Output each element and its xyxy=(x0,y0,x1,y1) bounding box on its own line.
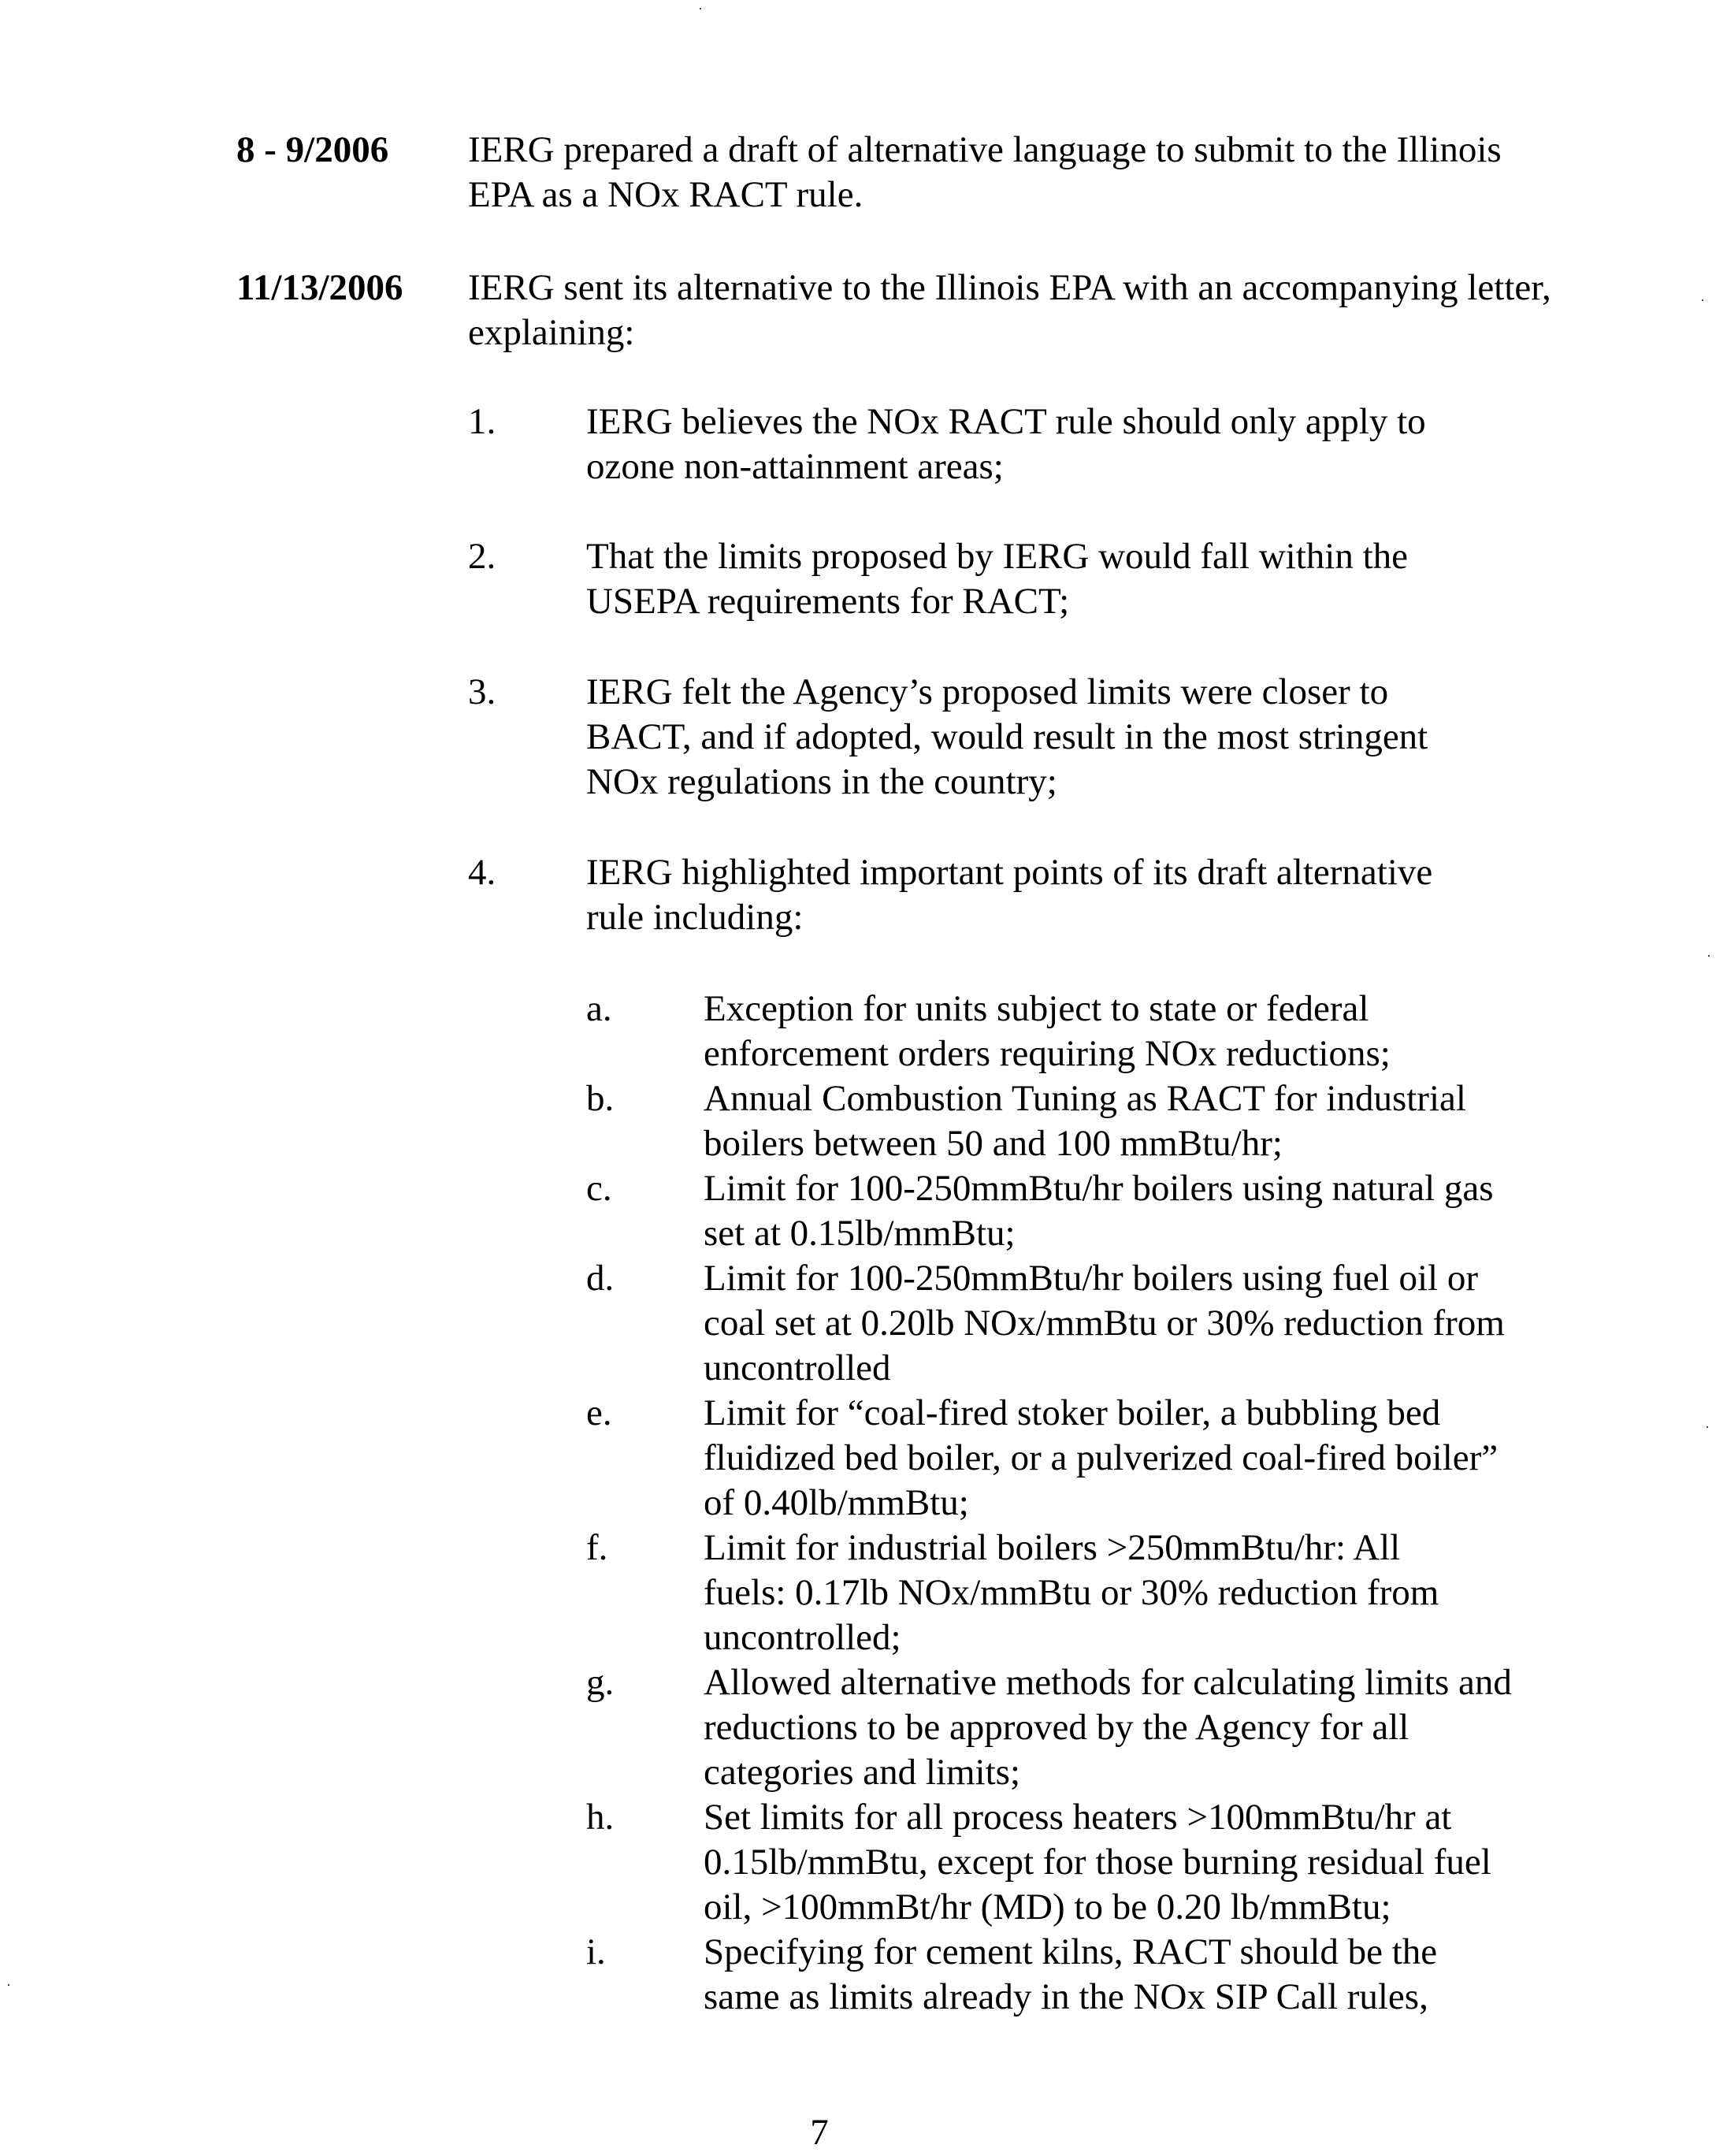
point-number: 1. xyxy=(468,401,496,442)
subpoint-text: Allowed alternative methods for calculating limits and reductions to be approved by the Agency for all categories and limits; xyxy=(704,1662,1512,1793)
subpoint-text: Limit for 100-250mmBtu/hr boilers using natural gas set at 0.15lb/mmBtu; xyxy=(704,1168,1494,1254)
subpoint-letter: e. xyxy=(586,1392,612,1433)
scan-speck xyxy=(1702,299,1703,301)
subpoint-text: Limit for 100-250mmBtu/hr boilers using fuel oil or coal set at 0.20lb NOx/mmBtu or 30% reduction from uncontrolled xyxy=(704,1258,1505,1388)
subpoint-letter: b. xyxy=(586,1078,615,1119)
subpoint-text: Limit for industrial boilers >250mmBtu/hr: All fuels: 0.17lb NOx/mmBtu or 30% reduction from uncontrolled; xyxy=(704,1527,1439,1658)
subpoint-text: Exception for units subject to state or federal enforcement orders requiring NOx reductions; xyxy=(704,988,1391,1074)
entry-text: IERG sent its alternative to the Illinois EPA with an accompanying letter, explaining: xyxy=(468,267,1551,353)
point-text: IERG believes the NOx RACT rule should only apply to ozone non-attainment areas; xyxy=(586,401,1426,487)
point-text: IERG felt the Agency’s proposed limits were closer to BACT, and if adopted, would result in the most stringent NOx regulations in the country; xyxy=(586,671,1428,802)
entry-text: IERG prepared a draft of alternative language to submit to the Illinois EPA as a NOx RACT rule. xyxy=(468,129,1502,215)
subpoint-letter: h. xyxy=(586,1797,615,1838)
entry-date: 11/13/2006 xyxy=(236,267,403,308)
point-number: 4. xyxy=(468,852,496,893)
subpoint-letter: g. xyxy=(586,1662,615,1703)
subpoint-letter: d. xyxy=(586,1258,615,1299)
subpoint-text: Limit for “coal-fired stoker boiler, a bubbling bed fluidized bed boiler, or a pulverized coal-fired boiler” of 0.40lb/mmBtu; xyxy=(704,1392,1499,1523)
subpoint-text: Annual Combustion Tuning as RACT for industrial boilers between 50 and 100 mmBtu/hr; xyxy=(704,1078,1466,1164)
point-number: 3. xyxy=(468,671,496,712)
entry-date: 8 - 9/2006 xyxy=(236,129,389,170)
scan-speck xyxy=(1707,1426,1708,1428)
subpoint-letter: a. xyxy=(586,988,612,1029)
point-text: That the limits proposed by IERG would fall within the USEPA requirements for RACT; xyxy=(586,536,1408,622)
subpoint-letter: i. xyxy=(586,1931,606,1972)
scan-speck xyxy=(700,8,701,9)
scan-speck xyxy=(1708,955,1710,957)
subpoint-letter: c. xyxy=(586,1168,612,1209)
point-number: 2. xyxy=(468,536,496,577)
subpoint-text: Set limits for all process heaters >100mmBtu/hr at 0.15lb/mmBtu, except for those burning residual fuel oil, >100mmBt/hr (MD) to be 0.20 lb/mmBtu; xyxy=(704,1797,1491,1927)
subpoint-letter: f. xyxy=(586,1527,608,1568)
page-number: 7 xyxy=(810,2112,829,2153)
scan-speck xyxy=(8,1984,9,1986)
point-text: IERG highlighted important points of its draft alternative rule including: xyxy=(586,852,1433,938)
subpoint-text: Specifying for cement kilns, RACT should be the same as limits already in the NOx SIP Call rules, xyxy=(704,1931,1438,2017)
